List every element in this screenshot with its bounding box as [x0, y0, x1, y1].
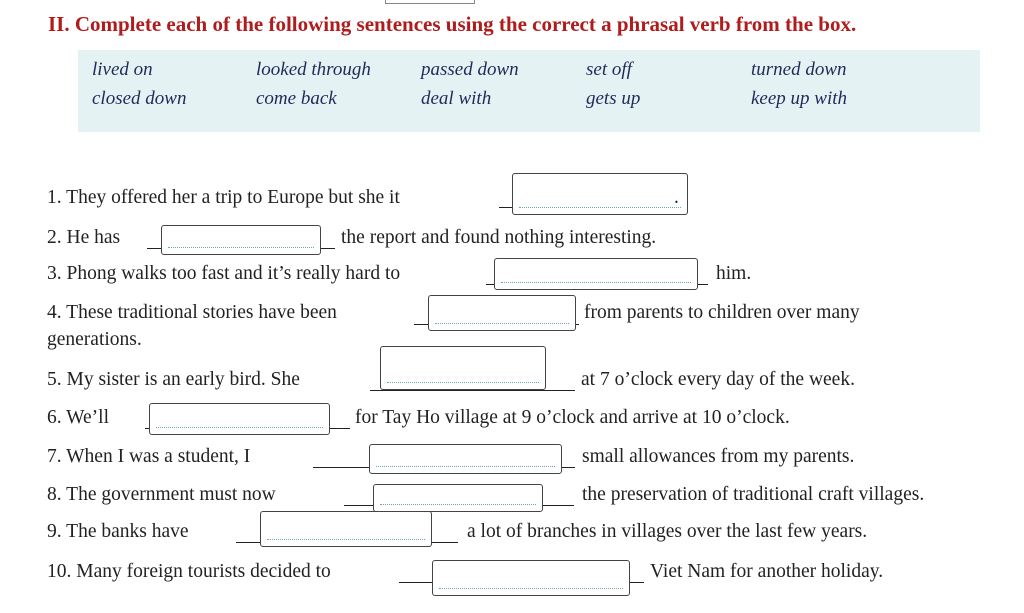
answer-box-3[interactable] — [494, 258, 698, 290]
sentence-number: 6. — [47, 407, 62, 428]
answer-box-2[interactable] — [161, 225, 321, 255]
word-option: looked through — [256, 59, 371, 80]
sentence-number: 1. — [47, 187, 62, 208]
sentence-text: The banks have — [66, 521, 189, 542]
word-option: gets up — [586, 88, 641, 109]
sentence-9-start — [47, 520, 189, 544]
sentence-10-end: Viet Nam for another holiday. — [650, 561, 884, 582]
sentence-text: Phong walks too fast and it’s really hard to — [66, 263, 401, 284]
sentence-6-start — [47, 406, 109, 430]
answer-box-4[interactable] — [428, 295, 576, 331]
answer-box-1[interactable] — [512, 173, 688, 215]
sentence-number: 2. — [47, 227, 62, 248]
answer-box-8[interactable] — [373, 484, 543, 512]
sentence-text: Many foreign tourists decided to — [76, 561, 331, 582]
sentence-7-end: small allowances from my parents. — [582, 446, 855, 467]
answer-box-9[interactable] — [260, 511, 432, 547]
sentence-number: 3. — [47, 263, 62, 284]
answer-underline — [370, 390, 575, 391]
sentence-text: He has — [66, 227, 121, 248]
sentence-10-start — [47, 560, 331, 584]
sentence-8-start — [47, 483, 276, 507]
sentence-7-start — [47, 445, 250, 469]
sentence-2-end: the report and found nothing interesting. — [341, 227, 657, 248]
answer-box-5[interactable] — [380, 346, 546, 390]
sentence-number: 8. — [47, 484, 62, 505]
sentence-6-end: for Tay Ho village at 9 o’clock and arrive at 10 o’clock. — [355, 407, 790, 428]
word-option: keep up with — [751, 88, 848, 109]
sentence-number: 5. — [47, 369, 62, 390]
sentence-text: They offered her a trip to Europe but she it — [66, 187, 400, 208]
sentence-text: When I was a student, I — [66, 446, 251, 467]
sentence-9-end: a lot of branches in villages over the last few years. — [467, 521, 868, 542]
sentence-number: 9. — [47, 521, 62, 542]
sentence-text: We’ll — [66, 407, 109, 428]
sentence-8-end: the preservation of traditional craft villages. — [582, 484, 925, 505]
sentence-number: 7. — [47, 446, 62, 467]
sentence-1-end: . — [674, 187, 679, 208]
sentence-5-end: at 7 o’clock every day of the week. — [581, 369, 855, 390]
word-option: deal with — [421, 88, 492, 109]
sentence-3-start — [47, 262, 400, 286]
sentence-4-continuation: generations. — [47, 329, 142, 350]
sentence-text: My sister is an early bird. She — [66, 369, 300, 390]
sentence-number: 10. — [47, 561, 72, 582]
phrasal-verb-box — [78, 50, 980, 132]
word-option: come back — [256, 88, 337, 109]
sentence-3-end: him. — [716, 263, 752, 284]
word-option: turned down — [751, 59, 847, 80]
word-option: set off — [586, 59, 632, 80]
answer-box-10[interactable] — [432, 560, 630, 596]
word-option: lived on — [92, 59, 153, 80]
answer-box-7[interactable] — [369, 444, 562, 474]
sentence-4-start — [47, 301, 337, 325]
sentence-text: The government must now — [66, 484, 276, 505]
top-edge-decoration — [385, 0, 475, 4]
sentence-2-start — [47, 226, 120, 250]
answer-box-6[interactable] — [149, 403, 330, 435]
sentence-5-start — [47, 368, 300, 392]
sentence-text: These traditional stories have been — [66, 302, 337, 323]
exercise-title: II. Complete each of the following sentences using the correct a phrasal verb from the box. — [48, 12, 857, 36]
word-option: passed down — [421, 59, 519, 80]
sentence-4-end: from parents to children over many — [584, 302, 860, 323]
sentence-number: 4. — [47, 302, 62, 323]
sentence-1-start — [47, 186, 400, 210]
word-option: closed down — [92, 88, 187, 109]
